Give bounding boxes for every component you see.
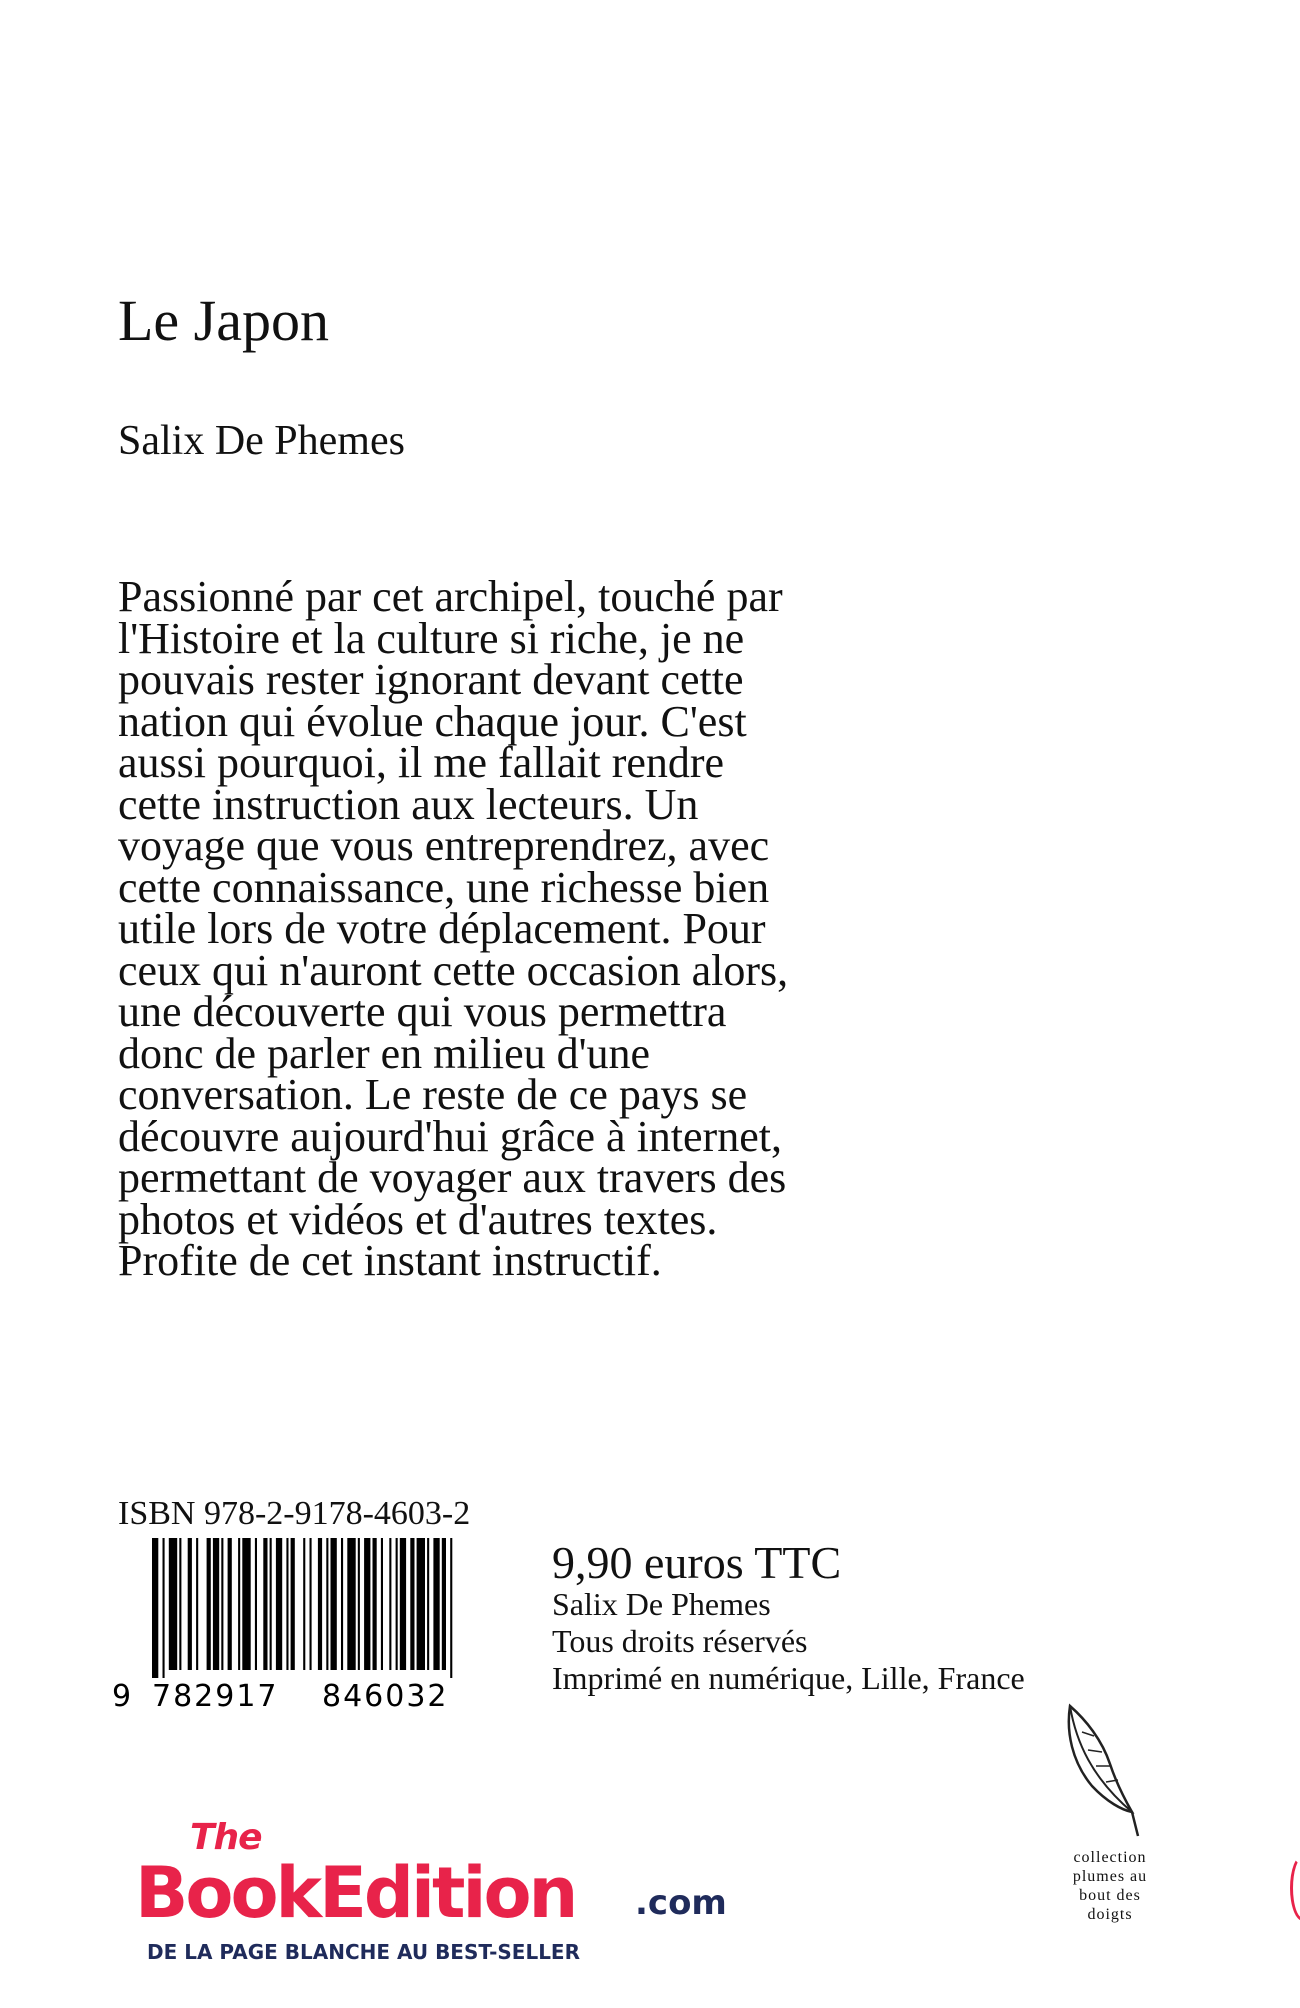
blurb-line: cette instruction aux lecteurs. Un [118, 779, 699, 829]
blurb-line: permettant de voyager aux travers des [118, 1153, 787, 1202]
barcode-bar [196, 1538, 198, 1670]
blurb-line: conversation. Le reste de ce pays se [118, 1070, 748, 1119]
barcode-digits-right: 846032 [322, 1679, 449, 1710]
back-cover-blurb [118, 572, 938, 1285]
barcode-bar [207, 1538, 211, 1670]
barcode-bar [381, 1538, 383, 1670]
barcode-bar [310, 1538, 312, 1670]
logo-domain: .com [635, 1883, 727, 1923]
blurb-line: photos et vidéos et d'autres textes. [118, 1194, 718, 1244]
barcode-bar [188, 1538, 192, 1670]
imprint-block [552, 1537, 1025, 1697]
blurb-line: pouvais rester ignorant devant cette [118, 655, 744, 704]
barcode-bar [331, 1538, 337, 1670]
barcode-bar [163, 1538, 165, 1678]
book-title: Le Japon [118, 288, 329, 353]
blurb-line: utile lors de votre déplacement. Pour [118, 904, 766, 953]
barcode-bar [263, 1538, 267, 1670]
blurb-line: une découverte qui vous permettra [118, 987, 727, 1036]
barcode-bar [213, 1538, 219, 1670]
barcode-bar [326, 1538, 328, 1670]
barcode-bar [433, 1538, 439, 1670]
feather-icon [1052, 1702, 1142, 1842]
publisher-logo [135, 1817, 727, 1970]
barcode-bar [364, 1538, 370, 1670]
blurb-line: découvre aujourd'hui grâce à internet, [118, 1111, 782, 1161]
barcode-bar [400, 1538, 406, 1670]
barcode-bar [276, 1538, 282, 1670]
blurb-line: aussi pourquoi, il me fallait rendre [118, 738, 725, 787]
logo-name: BookEdition [135, 1852, 576, 1934]
barcode-bar [427, 1538, 429, 1670]
barcode-bar [255, 1538, 257, 1670]
barcode-bar [410, 1538, 414, 1670]
barcode-bar [152, 1538, 158, 1678]
blurb-line: voyage que vous entreprendrez, avec [118, 821, 770, 870]
barcode-bar [179, 1538, 181, 1670]
barcode-bar [373, 1538, 377, 1670]
barcode-digit-lead: 9 [112, 1679, 132, 1710]
barcode-bar [417, 1538, 425, 1670]
imprint-rights: Tous droits réservés [552, 1623, 808, 1659]
collection-line: doigts [1087, 1906, 1133, 1923]
barcode-bar [442, 1538, 446, 1670]
blurb-line: Profite de cet instant instructif. [118, 1236, 662, 1285]
barcode-bar [238, 1538, 240, 1670]
collection-line: bout des [1079, 1887, 1141, 1904]
blurb-line: l'Histoire et la culture si riche, je ne [118, 613, 745, 663]
book-author: Salix De Phemes [118, 418, 405, 464]
barcode-bar [358, 1538, 360, 1670]
barcode-digits-left: 782917 [152, 1679, 279, 1710]
logo-tagline: DE LA PAGE BLANCHE AU BEST-SELLER [147, 1940, 580, 1964]
barcode-bar [286, 1538, 288, 1670]
barcode-bar [242, 1538, 250, 1670]
barcode-bar [341, 1538, 343, 1670]
logo-the: The [190, 1817, 262, 1858]
barcode-bar [270, 1538, 272, 1670]
barcode-bar [169, 1538, 177, 1670]
blurb-line: cette connaissance, une richesse bien [118, 862, 770, 912]
barcode-bar [389, 1538, 391, 1670]
edge-mark [1290, 1855, 1300, 1921]
barcode-bar [318, 1538, 322, 1670]
price: 9,90 euros TTC [552, 1537, 842, 1588]
blurb-line: nation qui évolue chaque jour. C'est [118, 696, 747, 746]
barcode-bar [228, 1538, 232, 1670]
isbn-label: ISBN 978-2-9178-4603-2 [118, 1495, 471, 1532]
collection-line: plumes au [1072, 1868, 1148, 1885]
barcode-bar [396, 1538, 398, 1670]
barcode-bar [347, 1538, 355, 1670]
imprint-printed: Imprimé en numérique, Lille, France [552, 1660, 1025, 1696]
barcode-bar [291, 1538, 295, 1670]
barcode-bar [450, 1538, 452, 1678]
collection-label [1040, 1848, 1180, 1924]
imprint-author: Salix De Phemes [552, 1586, 771, 1622]
barcode-bar [221, 1538, 223, 1670]
blurb-line: Passionné par cet archipel, touché par [118, 572, 783, 621]
barcode-bar [303, 1538, 305, 1670]
barcode-bars [152, 1538, 452, 1678]
blurb-line: ceux qui n'auront cette occasion alors, [118, 945, 789, 995]
barcode [112, 1538, 484, 1710]
collection-line: collection [1073, 1849, 1147, 1866]
blurb-line: donc de parler en milieu d'une [118, 1028, 651, 1078]
